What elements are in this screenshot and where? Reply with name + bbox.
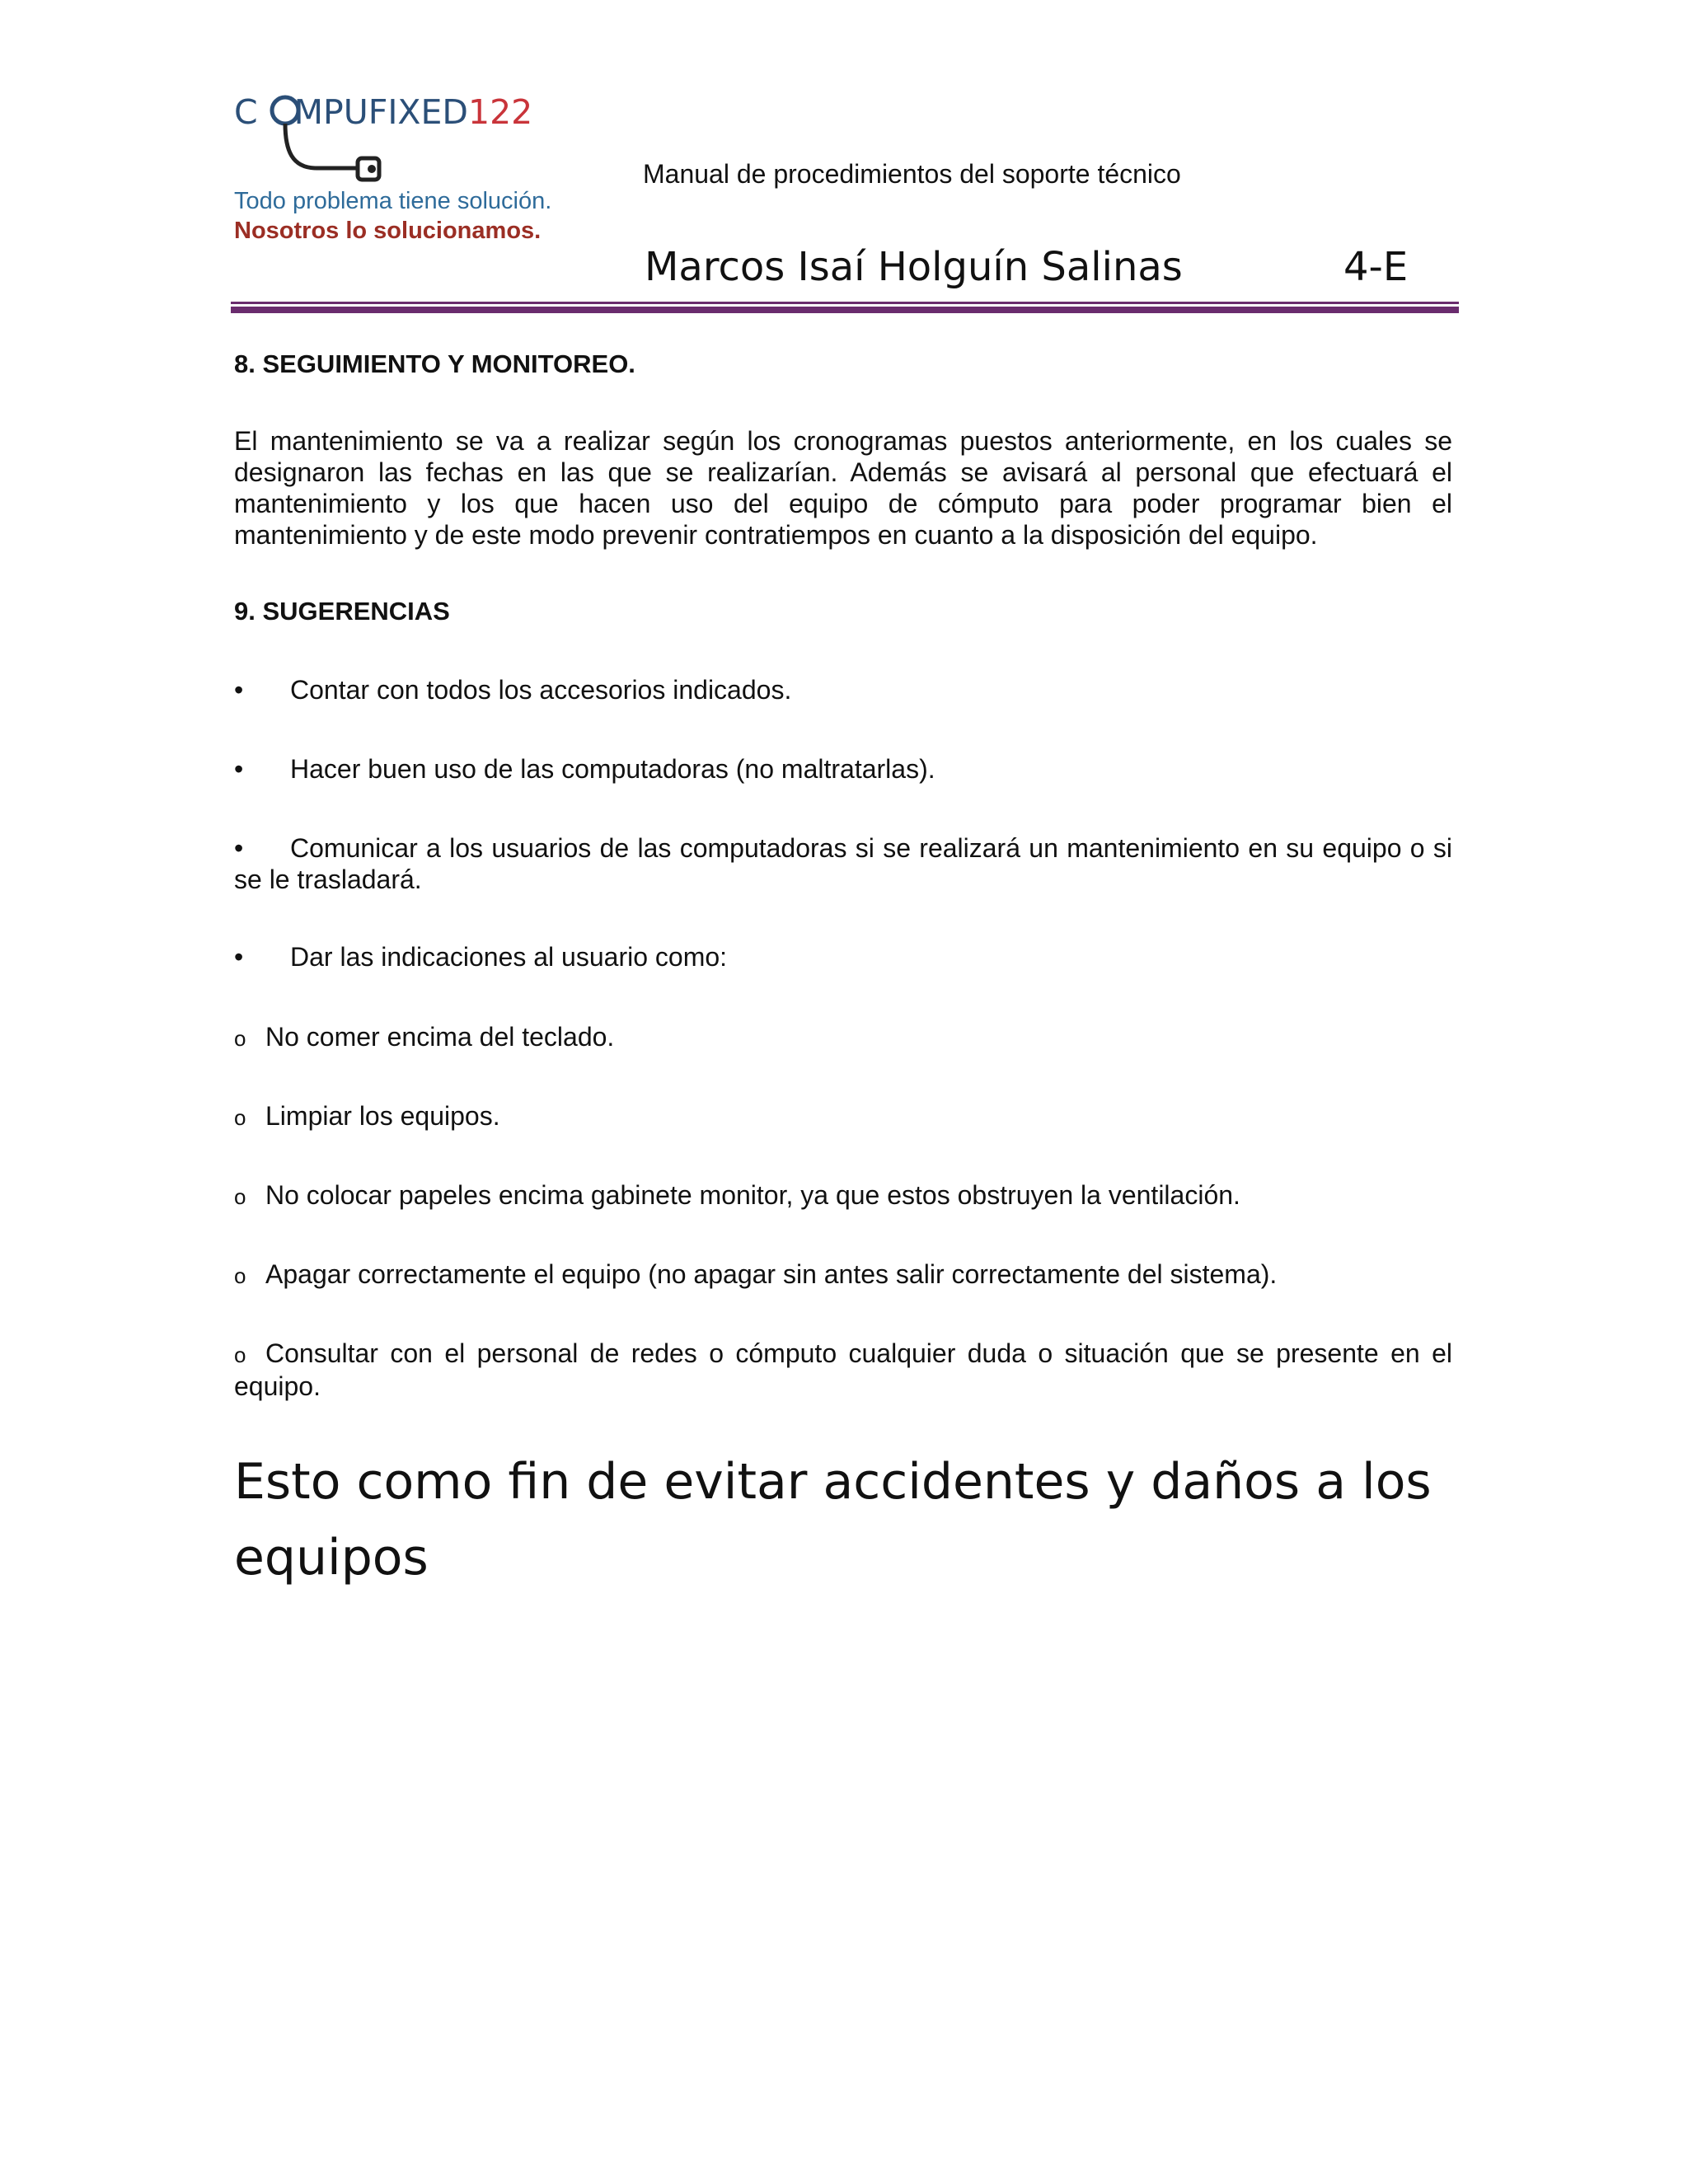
closing-statement: Esto como fin de evitar accidentes y daños a los equipos bbox=[234, 1453, 1432, 1586]
author-name: Marcos Isaí Holguín Salinas bbox=[645, 244, 1183, 290]
bullet-text: Dar las indicaciones al usuario como: bbox=[290, 942, 728, 972]
circle-bullet-icon: o bbox=[234, 1263, 246, 1288]
group-label: 4-E bbox=[1343, 244, 1409, 290]
logo-brand-text: C MPUFIXED122 bbox=[234, 92, 533, 132]
section-heading-monitoring: 8. SEGUIMIENTO Y MONITOREO. bbox=[234, 349, 635, 378]
manual-title: Manual de procedimientos del soporte técnico bbox=[643, 159, 1181, 189]
bullet-icon: • bbox=[234, 942, 244, 972]
bullet-text: Contar con todos los accesorios indicados. bbox=[290, 675, 792, 705]
circle-bullet-icon: o bbox=[234, 1105, 246, 1130]
list-item bbox=[234, 832, 1452, 895]
circle-bullet-icon: o bbox=[234, 1184, 246, 1209]
sub-item-text: No colocar papeles encima gabinete monitor, ya que estos obstruyen la ventilación. bbox=[265, 1180, 1240, 1210]
bullet-text: Comunicar a los usuarios de las computadoras si se realizará un mantenimiento en su equipo o si se le trasladará. bbox=[234, 833, 1452, 894]
tagline-line-2: Nosotros lo solucionamos. bbox=[234, 218, 542, 244]
sub-item-text: Limpiar los equipos. bbox=[265, 1101, 500, 1131]
header-rule-thick bbox=[231, 307, 1459, 313]
section-heading-suggestions: 9. SUGERENCIAS bbox=[234, 597, 450, 626]
list-item bbox=[234, 1337, 1452, 1403]
bullet-text: Hacer buen uso de las computadoras (no maltratarlas). bbox=[290, 754, 935, 784]
circle-bullet-icon: o bbox=[234, 1343, 246, 1367]
bullet-icon: • bbox=[234, 675, 244, 705]
monitoring-paragraph: El mantenimiento se va a realizar según los cronogramas puestos anteriormente, en los cuales se designaron las fechas en las que se realizarían. Además se avisará al personal que efectuará el mantenimiento y los que hacen uso del equipo de cómputo para poder programar bien el mantenimiento y de este modo prevenir contratiempos en cuanto a la disposición del equipo. bbox=[234, 426, 1452, 550]
sub-item-text: No comer encima del teclado. bbox=[265, 1022, 615, 1052]
company-logo bbox=[234, 92, 547, 195]
circle-bullet-icon: o bbox=[234, 1026, 246, 1051]
tagline-line-1: Todo problema tiene solución. bbox=[234, 188, 552, 214]
header-rule bbox=[231, 302, 1459, 304]
bullet-icon: • bbox=[234, 833, 244, 863]
bullet-icon: • bbox=[234, 754, 244, 784]
sub-item-text: Consultar con el personal de redes o cómputo cualquier duda o situación que se presente en el equipo. bbox=[234, 1338, 1452, 1401]
sub-item-text: Apagar correctamente el equipo (no apagar sin antes salir correctamente del sistema). bbox=[265, 1259, 1278, 1289]
